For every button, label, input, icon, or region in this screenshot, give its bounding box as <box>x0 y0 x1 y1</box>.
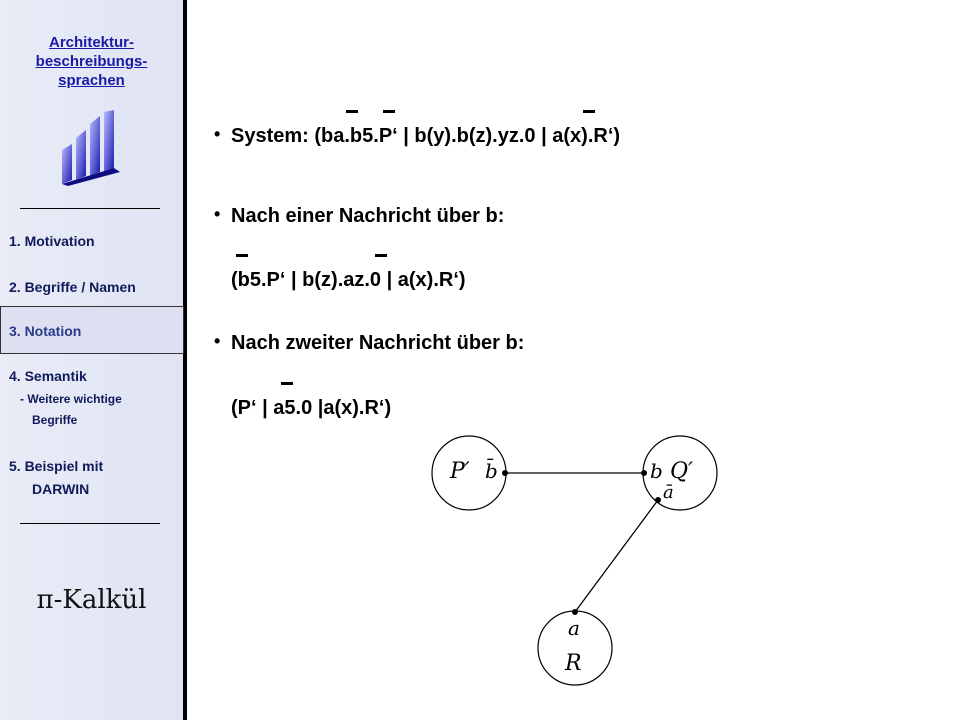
node-q-port-b-label: b <box>650 459 663 483</box>
expression-after-second: (P‘ | a5.0 |a(x).R‘) <box>231 397 392 419</box>
sidebar-title-line-3: sprachen <box>58 72 125 89</box>
sidebar-footer-pi-kalkuel: π-Kalkül <box>36 585 147 615</box>
port-dot-q-a <box>655 497 661 503</box>
nav-subitem-weitere[interactable]: - Weitere wichtige <box>20 392 122 406</box>
bullet-1: • <box>214 124 221 144</box>
bullet-3: • <box>214 331 221 351</box>
port-dot-p-b <box>502 470 508 476</box>
nav-item-notation[interactable]: 3. Notation <box>9 323 82 339</box>
system-line: System: (ba.b5.P‘ | b(y).b(z).yz.0 | a(x).R‘) <box>231 125 621 147</box>
nav-item-beispiel-darwin[interactable]: DARWIN <box>32 481 90 497</box>
node-p-port-label: b̄ <box>485 459 498 483</box>
node-r-label: R <box>565 651 582 676</box>
node-p-label: P′ <box>450 459 470 484</box>
sidebar-title-line-1: Architektur- <box>48 34 134 51</box>
nav-item-beispiel[interactable]: 5. Beispiel mit <box>9 458 104 474</box>
node-r-port-label: a <box>568 616 580 640</box>
port-dot-r-a <box>572 609 578 615</box>
nav-item-semantik[interactable]: 4. Semantik <box>9 368 87 384</box>
heading-second-message: Nach zweiter Nachricht über b: <box>231 332 525 354</box>
heading-first-message: Nach einer Nachricht über b: <box>231 205 505 227</box>
sidebar-title-line-2: beschreibungs- <box>35 53 148 70</box>
node-q-label: Q′ <box>670 459 694 484</box>
port-dot-q-b <box>641 470 647 476</box>
nav-item-begriffe[interactable]: 2. Begriffe / Namen <box>9 279 136 295</box>
edge-q-r <box>575 500 658 612</box>
nav-item-motivation[interactable]: 1. Motivation <box>9 233 95 249</box>
nav-subitem-begriffe[interactable]: Begriffe <box>32 413 78 427</box>
expression-after-first: (b5.P‘ | b(z).az.0 | a(x).R‘) <box>231 269 466 291</box>
node-q-port-a-label: ā <box>663 482 674 503</box>
bullet-2: • <box>214 204 221 224</box>
